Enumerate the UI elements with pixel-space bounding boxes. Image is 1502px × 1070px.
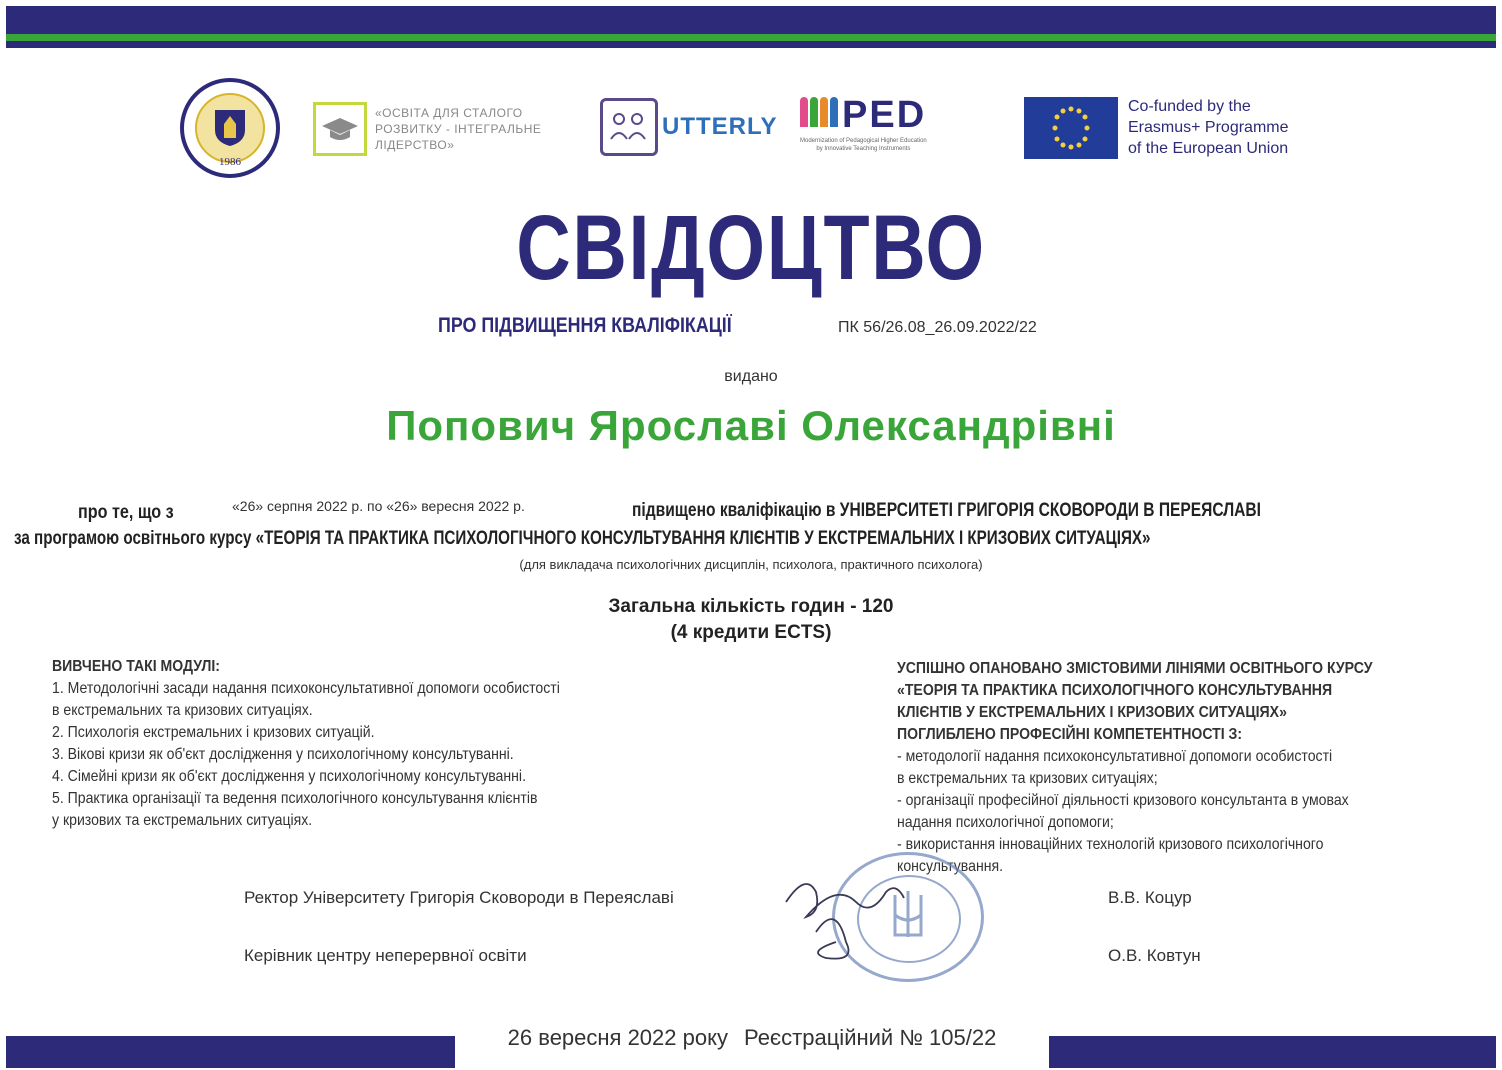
competence-line: - методології надання психоконсультативної допомоги особистості [897, 748, 1333, 765]
module-line: 4. Сімейні кризи як об'єкт дослідження у психологічному консультуванні. [52, 768, 526, 785]
competence-line: надання психологічної допомоги; [897, 814, 1114, 831]
eu-line1: Co-funded by the [1128, 98, 1251, 115]
oped-subtitle-2: by Innovative Teaching Instruments [816, 146, 911, 152]
audience-note: (для викладача психологічних дисциплін, психолога, практичного психолога) [519, 557, 983, 572]
modules-list [52, 656, 615, 832]
issued-label: видано [724, 368, 778, 385]
university-seal-logo [180, 78, 280, 178]
module-line: в екстремальних та кризових ситуаціях. [52, 702, 313, 719]
module-line: 2. Психологія екстремальних і кризових ситуацій. [52, 724, 375, 741]
oped-wordmark: PED [842, 94, 927, 136]
oped-subtitle-1: Modernization of Pedagogical Higher Education [800, 138, 927, 144]
top-green-stripe [6, 34, 1496, 41]
erasmus-logo [1024, 96, 1289, 159]
footer-date-registration [455, 1008, 1049, 1068]
competence-line: - використання інноваційних технологій кризового психологічного [897, 836, 1324, 853]
module-line: 3. Вікові кризи як об'єкт дослідження у психологічному консультуванні. [52, 746, 514, 763]
certificate-title: СВІДОЦТВО [516, 197, 986, 299]
ects-credits: (4 кредити ECTS) [670, 622, 832, 643]
module-line: у кризових та екстремальних ситуаціях. [52, 812, 313, 829]
sustainable-education-logo [313, 102, 541, 156]
utterly-logo [600, 98, 777, 156]
total-hours: Загальна кількість годин - 120 [608, 596, 894, 617]
period-dates: «26» серпня 2022 р. по «26» вересня 2022 р. [232, 498, 525, 514]
center-head-name: О.В. Ковтун [1108, 946, 1201, 965]
program-title: за програмою освітнього курсу «ТЕОРІЯ ТА ПРАКТИКА ПСИХОЛОГІЧНОГО КОНСУЛЬТУВАННЯ КЛІЄНТІВ У ЕКСТРЕМАЛЬНИХ І КРИЗОВИХ СИТУАЦІЯХ» [14, 528, 1151, 549]
competence-line: консультування. [897, 858, 1004, 875]
eu-line2: Erasmus+ Programme [1128, 119, 1289, 136]
qualification-statement: підвищено кваліфікацію в УНІВЕРСИТЕТІ ГРИГОРІЯ СКОВОРОДИ В ПЕРЕЯСЛАВІ [632, 500, 1262, 521]
competences-list [897, 658, 1425, 878]
competence-line: - організації професійної діяльності кризового консультанта в умовах [897, 792, 1349, 809]
center-head-title: Керівник центру неперервної освіти [244, 946, 527, 965]
issue-date: 26 вересня 2022 року [507, 1025, 728, 1050]
period-prefix: про те, що з [78, 502, 174, 523]
top-blue-stripe [6, 41, 1496, 48]
people-icon [600, 98, 658, 156]
eu-line3: of the European Union [1128, 140, 1289, 157]
top-band [6, 6, 1496, 34]
competences-heading-4: ПОГЛИБЛЕНО ПРОФЕСІЙНІ КОМПЕТЕНТНОСТІ З: [897, 726, 1243, 743]
eu-flag-icon [1024, 97, 1118, 159]
module-line: 1. Методологічні засади надання психоконсультативної допомоги особистості [52, 680, 560, 697]
module-line: 5. Практика організації та ведення психологічного консультування клієнтів [52, 790, 538, 807]
center-logo-line3: ЛІДЕРСТВО» [375, 138, 455, 152]
competences-heading-3: КЛІЄНТІВ У ЕКСТРЕМАЛЬНИХ І КРИЗОВИХ СИТУАЦІЯХ» [897, 704, 1287, 721]
certificate-code: ПК 56/26.08_26.09.2022/22 [838, 319, 1037, 336]
registration-number: Реєстраційний № 105/22 [743, 1025, 997, 1050]
center-logo-line2: РОЗВИТКУ - ІНТЕГРАЛЬНЕ [375, 122, 542, 136]
rector-title: Ректор Університету Григорія Сковороди в Переяславі [244, 888, 674, 907]
competences-heading-2: «ТЕОРІЯ ТА ПРАКТИКА ПСИХОЛОГІЧНОГО КОНСУЛЬТУВАННЯ [897, 682, 1333, 699]
recipient-name: Попович Ярославі Олександрівні [386, 402, 1116, 449]
competences-heading-1: УСПІШНО ОПАНОВАНО ЗМІСТОВИМИ ЛІНІЯМИ ОСВІТНЬОГО КУРСУ [897, 660, 1373, 677]
oped-logo [800, 94, 927, 153]
center-logo-line1: «ОСВІТА ДЛЯ СТАЛОГО [375, 106, 523, 120]
graduation-cap-icon [313, 102, 367, 156]
seal-year: 1986 [219, 156, 241, 168]
utterly-wordmark: UTTERLY [662, 113, 778, 140]
coat-of-arms-icon [195, 93, 265, 163]
handwritten-signature [776, 862, 916, 972]
rector-name: В.В. Коцур [1108, 888, 1192, 907]
modules-heading: ВИВЧЕНО ТАКІ МОДУЛІ: [52, 658, 220, 675]
certificate-subtitle: ПРО ПІДВИЩЕННЯ КВАЛІФІКАЦІЇ [438, 314, 732, 337]
oped-figures-icon [800, 94, 840, 137]
hours-block [0, 594, 1502, 646]
competence-line: в екстремальних та кризових ситуаціях; [897, 770, 1158, 787]
